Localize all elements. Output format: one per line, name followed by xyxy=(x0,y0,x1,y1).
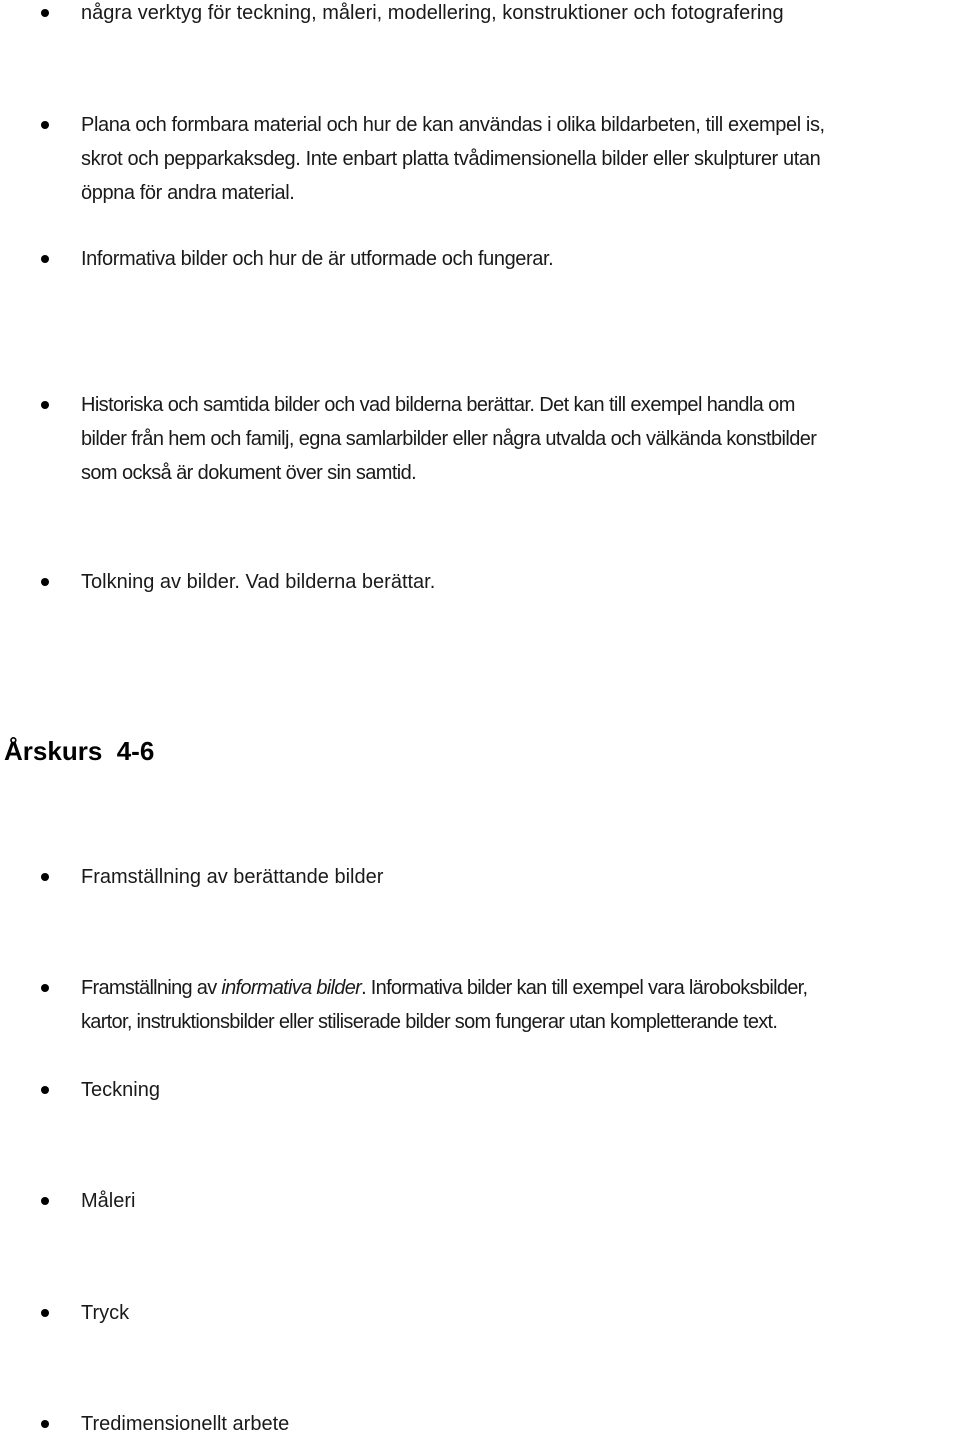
list-item-text xyxy=(81,1407,952,1441)
section-heading: Årskurs 4-6 xyxy=(4,736,155,766)
text-line: Tolkning av bilder. Vad bilderna berättar. xyxy=(81,571,436,593)
list-item-text xyxy=(81,108,952,210)
list-item-text xyxy=(81,971,952,1039)
text-line: bilder från hem och familj, egna samlarbilder eller några utvalda och välkända konstbilder xyxy=(81,428,817,450)
text-line xyxy=(81,971,952,1005)
text-line: Plana och formbara material och hur de kan användas i olika bildarbeten, till exempel is, xyxy=(81,114,825,136)
list-item-text xyxy=(81,242,952,276)
bullet-icon xyxy=(41,9,49,17)
list-item-text xyxy=(81,1184,952,1218)
list-item-text xyxy=(81,1296,952,1330)
text-span: Framställning av xyxy=(81,977,222,999)
text-line: som också är dokument över sin samtid. xyxy=(81,462,417,484)
bullet-icon xyxy=(41,578,49,586)
text-span: . Informativa bilder kan till exempel vara läroboksbilder, xyxy=(361,977,808,999)
bullet-icon xyxy=(41,401,49,409)
text-line: kartor, instruktionsbilder eller stiliserade bilder som fungerar utan kompletterande text. xyxy=(81,1011,778,1033)
text-line: Tryck xyxy=(81,1302,130,1324)
bullet-icon xyxy=(41,1086,49,1094)
bullet-icon xyxy=(41,984,49,992)
list-item-text xyxy=(81,860,952,894)
italic-term: informativa bilder xyxy=(221,977,362,999)
bullet-icon xyxy=(41,255,49,263)
bullet-icon xyxy=(41,873,49,881)
list-item-text xyxy=(81,0,952,30)
bullet-icon xyxy=(41,1197,49,1205)
text-line: några verktyg för teckning, måleri, modellering, konstruktioner och fotografering xyxy=(81,2,784,24)
bullet-icon xyxy=(41,1309,49,1317)
text-line: öppna för andra material. xyxy=(81,182,295,204)
bullet-icon xyxy=(41,121,49,129)
text-line: Teckning xyxy=(81,1079,160,1101)
text-line: Informativa bilder och hur de är utformade och fungerar. xyxy=(81,248,554,270)
text-line: Måleri xyxy=(81,1190,136,1212)
list-item-text xyxy=(81,565,952,599)
bullet-icon xyxy=(41,1420,49,1428)
text-line: Tredimensionellt arbete xyxy=(81,1413,290,1435)
list-item-text xyxy=(81,1073,952,1107)
list-item-text xyxy=(81,388,952,490)
text-line: Historiska och samtida bilder och vad bilderna berättar. Det kan till exempel handla om xyxy=(81,394,795,416)
text-line: skrot och pepparkaksdeg. Inte enbart platta tvådimensionella bilder eller skulpturer utan xyxy=(81,148,821,170)
text-line: Framställning av berättande bilder xyxy=(81,866,384,888)
